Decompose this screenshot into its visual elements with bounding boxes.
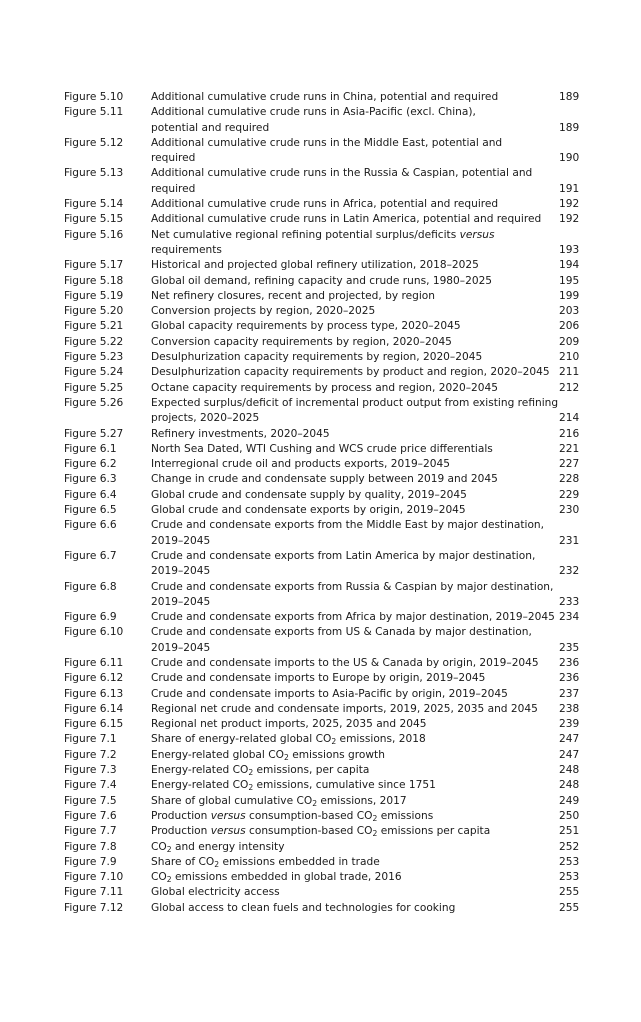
figure-number: Figure 5.19: [64, 289, 124, 302]
page-number: 211: [559, 366, 580, 379]
figure-entry[interactable]: [64, 136, 578, 167]
figure-number: Figure 6.13: [64, 687, 124, 700]
figure-title: Additional cumulative crude runs in China, potential and required: [151, 91, 499, 103]
figure-number: Figure 7.2: [64, 748, 117, 761]
figure-title: Crude and condensate exports from Latin America by major destination, 2019–2045: [151, 549, 536, 578]
page-number: 229: [559, 488, 580, 501]
figure-title: Global oil demand, refining capacity and crude runs, 1980–2025: [151, 274, 493, 287]
page-number: 221: [559, 442, 580, 455]
figure-title: Net refinery closures, recent and projected, by region: [151, 289, 436, 302]
figure-title: Global crude and condensate supply by quality, 2019–2045: [151, 488, 467, 501]
figure-number: Figure 5.16: [64, 228, 124, 241]
figure-title: $CO_2$ and energy intensity: [151, 840, 285, 854]
figure-entry[interactable]: [64, 625, 578, 656]
figure-entry[interactable]: [64, 350, 578, 365]
page-number: 236: [559, 656, 580, 669]
figure-number: Figure 5.15: [64, 213, 124, 226]
figure-title: Crude and condensate imports to Europe by origin, 2019–2045: [151, 672, 486, 685]
figure-title: Additional cumulative crude runs in Africa, potential and required: [151, 198, 499, 211]
page-number: 235: [559, 641, 580, 654]
figure-entry[interactable]: [64, 748, 578, 763]
page-number: 249: [559, 794, 580, 807]
figure-title: Crude and condensate imports to the US & Canada by origin, 2019–2045: [151, 656, 539, 669]
figure-number: Figure 6.6: [64, 519, 117, 532]
figure-title: Energy-related $CO_2$ emissions, cumulative since 1751: [151, 779, 436, 793]
figure-entry[interactable]: [64, 885, 578, 900]
page-number: 192: [559, 198, 580, 211]
figure-entry[interactable]: [64, 228, 578, 259]
figure-number: Figure 6.4: [64, 488, 117, 501]
figure-number: Figure 6.10: [64, 626, 124, 639]
figure-entry[interactable]: [64, 197, 578, 212]
figure-title: Regional net crude and condensate imports, 2019, 2025, 2035 and 2045: [151, 702, 538, 715]
figure-number: Figure 7.6: [64, 809, 117, 822]
figure-number: Figure 7.11: [64, 886, 124, 899]
figure-title: Global capacity requirements by process type, 2020–2045: [151, 320, 461, 333]
figure-number: Figure 7.5: [64, 794, 117, 807]
figure-title: Historical and projected global refinery utilization, 2018–2025: [151, 259, 479, 272]
figure-title: Crude and condensate exports from US & Canada by major destination, 2019–2045: [151, 626, 532, 654]
figure-entry[interactable]: [64, 656, 578, 671]
list-of-figures: [64, 90, 578, 916]
page-number: 195: [559, 274, 580, 287]
page-number: 214: [559, 412, 580, 425]
page-number: 227: [559, 458, 580, 471]
page-number: 247: [559, 733, 580, 746]
figure-entry[interactable]: [64, 794, 578, 809]
figure-title: Energy-related $CO_2$ emissions, per capita: [151, 764, 370, 777]
figure-entry[interactable]: [64, 840, 578, 855]
figure-number: Figure 6.11: [64, 656, 124, 669]
figure-entry[interactable]: [64, 442, 578, 457]
figure-number: Figure 5.24: [64, 366, 124, 379]
figure-title: Refinery investments, 2020–2045: [151, 427, 330, 440]
page-number: 247: [559, 748, 580, 761]
figure-number: Figure 6.12: [64, 672, 124, 685]
figure-title: Energy-related global $CO_2$ emissions growth: [151, 748, 385, 762]
page-number: 234: [559, 611, 580, 624]
page-number: 203: [559, 305, 580, 318]
figure-number: Figure 5.11: [64, 106, 124, 119]
figure-number: Figure 7.12: [64, 901, 124, 914]
page-number: 252: [559, 840, 580, 853]
figure-number: Figure 6.8: [64, 580, 117, 593]
page-number: 230: [559, 504, 580, 517]
figure-number: Figure 5.20: [64, 305, 124, 318]
page-number: 239: [559, 718, 580, 731]
figure-number: Figure 5.14: [64, 198, 124, 211]
figure-number: Figure 6.5: [64, 504, 117, 517]
figure-title: Additional cumulative crude runs in the Russia & Caspian, potential and required: [151, 167, 533, 195]
figure-title: Crude and condensate imports to Asia-Pacific by origin, 2019–2045: [151, 687, 508, 700]
figure-entry[interactable]: [64, 549, 578, 580]
figure-number: Figure 6.1: [64, 442, 117, 455]
figure-title: Global electricity access: [151, 886, 280, 899]
page-number: 199: [559, 289, 580, 302]
figure-title: Net cumulative regional refining potential surplus/deficits versus requirements: [151, 228, 495, 256]
figure-number: Figure 7.3: [64, 764, 117, 777]
page-number: 236: [559, 672, 580, 685]
figure-number: Figure 7.9: [64, 855, 117, 868]
figure-title: Crude and condensate exports from Russia & Caspian by major destination, 2019–2045: [151, 580, 554, 608]
page-number: 210: [559, 351, 580, 364]
page-number: 231: [559, 534, 580, 547]
figure-entry[interactable]: [64, 365, 578, 380]
figure-number: Figure 6.14: [64, 702, 124, 715]
figure-entry[interactable]: [64, 778, 578, 793]
figure-title: Regional net product imports, 2025, 2035 and 2045: [151, 718, 427, 731]
figure-entry[interactable]: [64, 824, 578, 839]
page-number: 191: [559, 182, 580, 195]
figure-title: Production versus consumption-based $CO_2$ emissions: [151, 809, 434, 823]
figure-entry[interactable]: [64, 304, 578, 319]
figure-entry[interactable]: [64, 457, 578, 472]
figure-entry[interactable]: [64, 381, 578, 396]
page-number: 255: [559, 886, 580, 899]
page-number: 250: [559, 809, 580, 822]
figure-title: Desulphurization capacity requirements by product and region, 2020–2045: [151, 366, 550, 379]
figure-number: Figure 6.2: [64, 458, 117, 471]
figure-entry[interactable]: [64, 289, 578, 304]
page-number: 232: [559, 565, 580, 578]
figure-number: Figure 5.22: [64, 335, 124, 348]
figure-title: Change in crude and condensate supply between 2019 and 2045: [151, 473, 498, 486]
figure-number: Figure 7.1: [64, 733, 117, 746]
figure-title: North Sea Dated, WTI Cushing and WCS crude price differentials: [151, 442, 493, 455]
page-number: 238: [559, 702, 580, 715]
figure-title: Share of energy-related global $CO_2$ emissions, 2018: [151, 733, 426, 747]
figure-number: Figure 5.21: [64, 320, 124, 333]
page-number: 209: [559, 335, 580, 348]
figure-number: Figure 5.13: [64, 167, 124, 180]
figure-title: Conversion capacity requirements by region, 2020–2045: [151, 335, 452, 348]
figure-entry[interactable]: [64, 518, 578, 549]
page-number: 190: [559, 152, 580, 165]
figure-entry[interactable]: [64, 105, 578, 136]
figure-title: Share of $CO_2$ emissions embedded in trade: [151, 855, 380, 869]
figure-entry[interactable]: [64, 90, 578, 105]
figure-number: Figure 7.7: [64, 825, 117, 838]
figure-entry[interactable]: [64, 503, 578, 518]
figure-entry[interactable]: [64, 901, 578, 916]
figure-title: Additional cumulative crude runs in Latin America, potential and required: [151, 213, 542, 226]
page-number: 228: [559, 473, 580, 486]
figure-title: Share of global cumulative $CO_2$ emissions, 2017: [151, 794, 407, 808]
page-number: 253: [559, 871, 580, 884]
figure-entry[interactable]: [64, 580, 578, 611]
figure-number: Figure 5.12: [64, 136, 124, 149]
figure-title: Crude and condensate exports from the Middle East by major destination, 2019–2045: [151, 519, 545, 547]
figure-number: Figure 6.15: [64, 718, 124, 731]
figure-number: Figure 6.7: [64, 549, 117, 562]
figure-entry[interactable]: [64, 258, 578, 273]
figure-entry[interactable]: [64, 335, 578, 350]
figure-entry[interactable]: [64, 671, 578, 686]
figure-number: Figure 5.18: [64, 274, 124, 287]
figure-title: Interregional crude oil and products exports, 2019–2045: [151, 458, 450, 471]
figure-entry[interactable]: [64, 319, 578, 334]
figure-title: Crude and condensate exports from Africa by major destination, 2019–2045: [151, 611, 555, 624]
page-number: 206: [559, 320, 580, 333]
page-number: 194: [559, 259, 580, 272]
page-number: 255: [559, 901, 580, 914]
figure-title: Production versus consumption-based $CO_2$ emissions per capita: [151, 825, 491, 839]
figure-number: Figure 5.25: [64, 381, 124, 394]
figure-entry[interactable]: [64, 870, 578, 885]
figure-number: Figure 6.9: [64, 611, 117, 624]
page-number: 216: [559, 427, 580, 440]
figure-entry[interactable]: [64, 166, 578, 197]
figure-number: Figure 5.27: [64, 427, 124, 440]
page-number: 237: [559, 687, 580, 700]
figure-number: Figure 5.23: [64, 351, 124, 364]
figure-number: Figure 5.10: [64, 91, 124, 103]
page-number: 251: [559, 825, 580, 838]
figure-title: Global access to clean fuels and technologies for cooking: [151, 901, 456, 914]
page-number: 253: [559, 855, 580, 868]
figure-title: Additional cumulative crude runs in Asia-Pacific (excl. China), potential and required: [151, 106, 476, 134]
figure-title: Conversion projects by region, 2020–2025: [151, 305, 376, 318]
figure-entry[interactable]: [64, 809, 578, 824]
figure-title: Octane capacity requirements by process and region, 2020–2045: [151, 381, 498, 394]
figure-entry[interactable]: [64, 212, 578, 227]
figure-entry[interactable]: [64, 717, 578, 732]
figure-entry[interactable]: [64, 732, 578, 747]
figure-entry[interactable]: [64, 396, 578, 427]
figure-title: $CO_2$ emissions embedded in global trade, 2016: [151, 871, 402, 885]
figure-number: Figure 7.4: [64, 779, 117, 792]
page-number: 193: [559, 243, 580, 256]
page-number: 248: [559, 764, 580, 777]
figure-number: Figure 5.26: [64, 396, 124, 409]
page-number: 189: [559, 121, 580, 134]
figure-title: Desulphurization capacity requirements by region, 2020–2045: [151, 351, 483, 364]
figure-entry[interactable]: [64, 274, 578, 289]
figure-number: Figure 5.17: [64, 259, 124, 272]
figure-entry[interactable]: [64, 610, 578, 625]
figure-number: Figure 6.3: [64, 473, 117, 486]
page-number: 248: [559, 779, 580, 792]
figure-entry[interactable]: [64, 687, 578, 702]
figure-entry[interactable]: [64, 855, 578, 870]
page-number: 233: [559, 595, 580, 608]
figure-title: Expected surplus/deficit of incremental product output from existing refining projects, 2020–2025: [151, 396, 559, 425]
figure-entry[interactable]: [64, 427, 578, 442]
figure-entry[interactable]: [64, 702, 578, 717]
page-number: 189: [559, 91, 580, 103]
figure-entry[interactable]: [64, 472, 578, 487]
figure-entry[interactable]: [64, 488, 578, 503]
figure-number: Figure 7.8: [64, 840, 117, 853]
figure-title: Global crude and condensate exports by origin, 2019–2045: [151, 504, 466, 517]
figure-title: Additional cumulative crude runs in the Middle East, potential and required: [151, 136, 503, 165]
figure-number: Figure 7.10: [64, 871, 124, 884]
figure-entry[interactable]: [64, 763, 578, 778]
page-number: 212: [559, 381, 580, 394]
page-number: 192: [559, 213, 580, 226]
